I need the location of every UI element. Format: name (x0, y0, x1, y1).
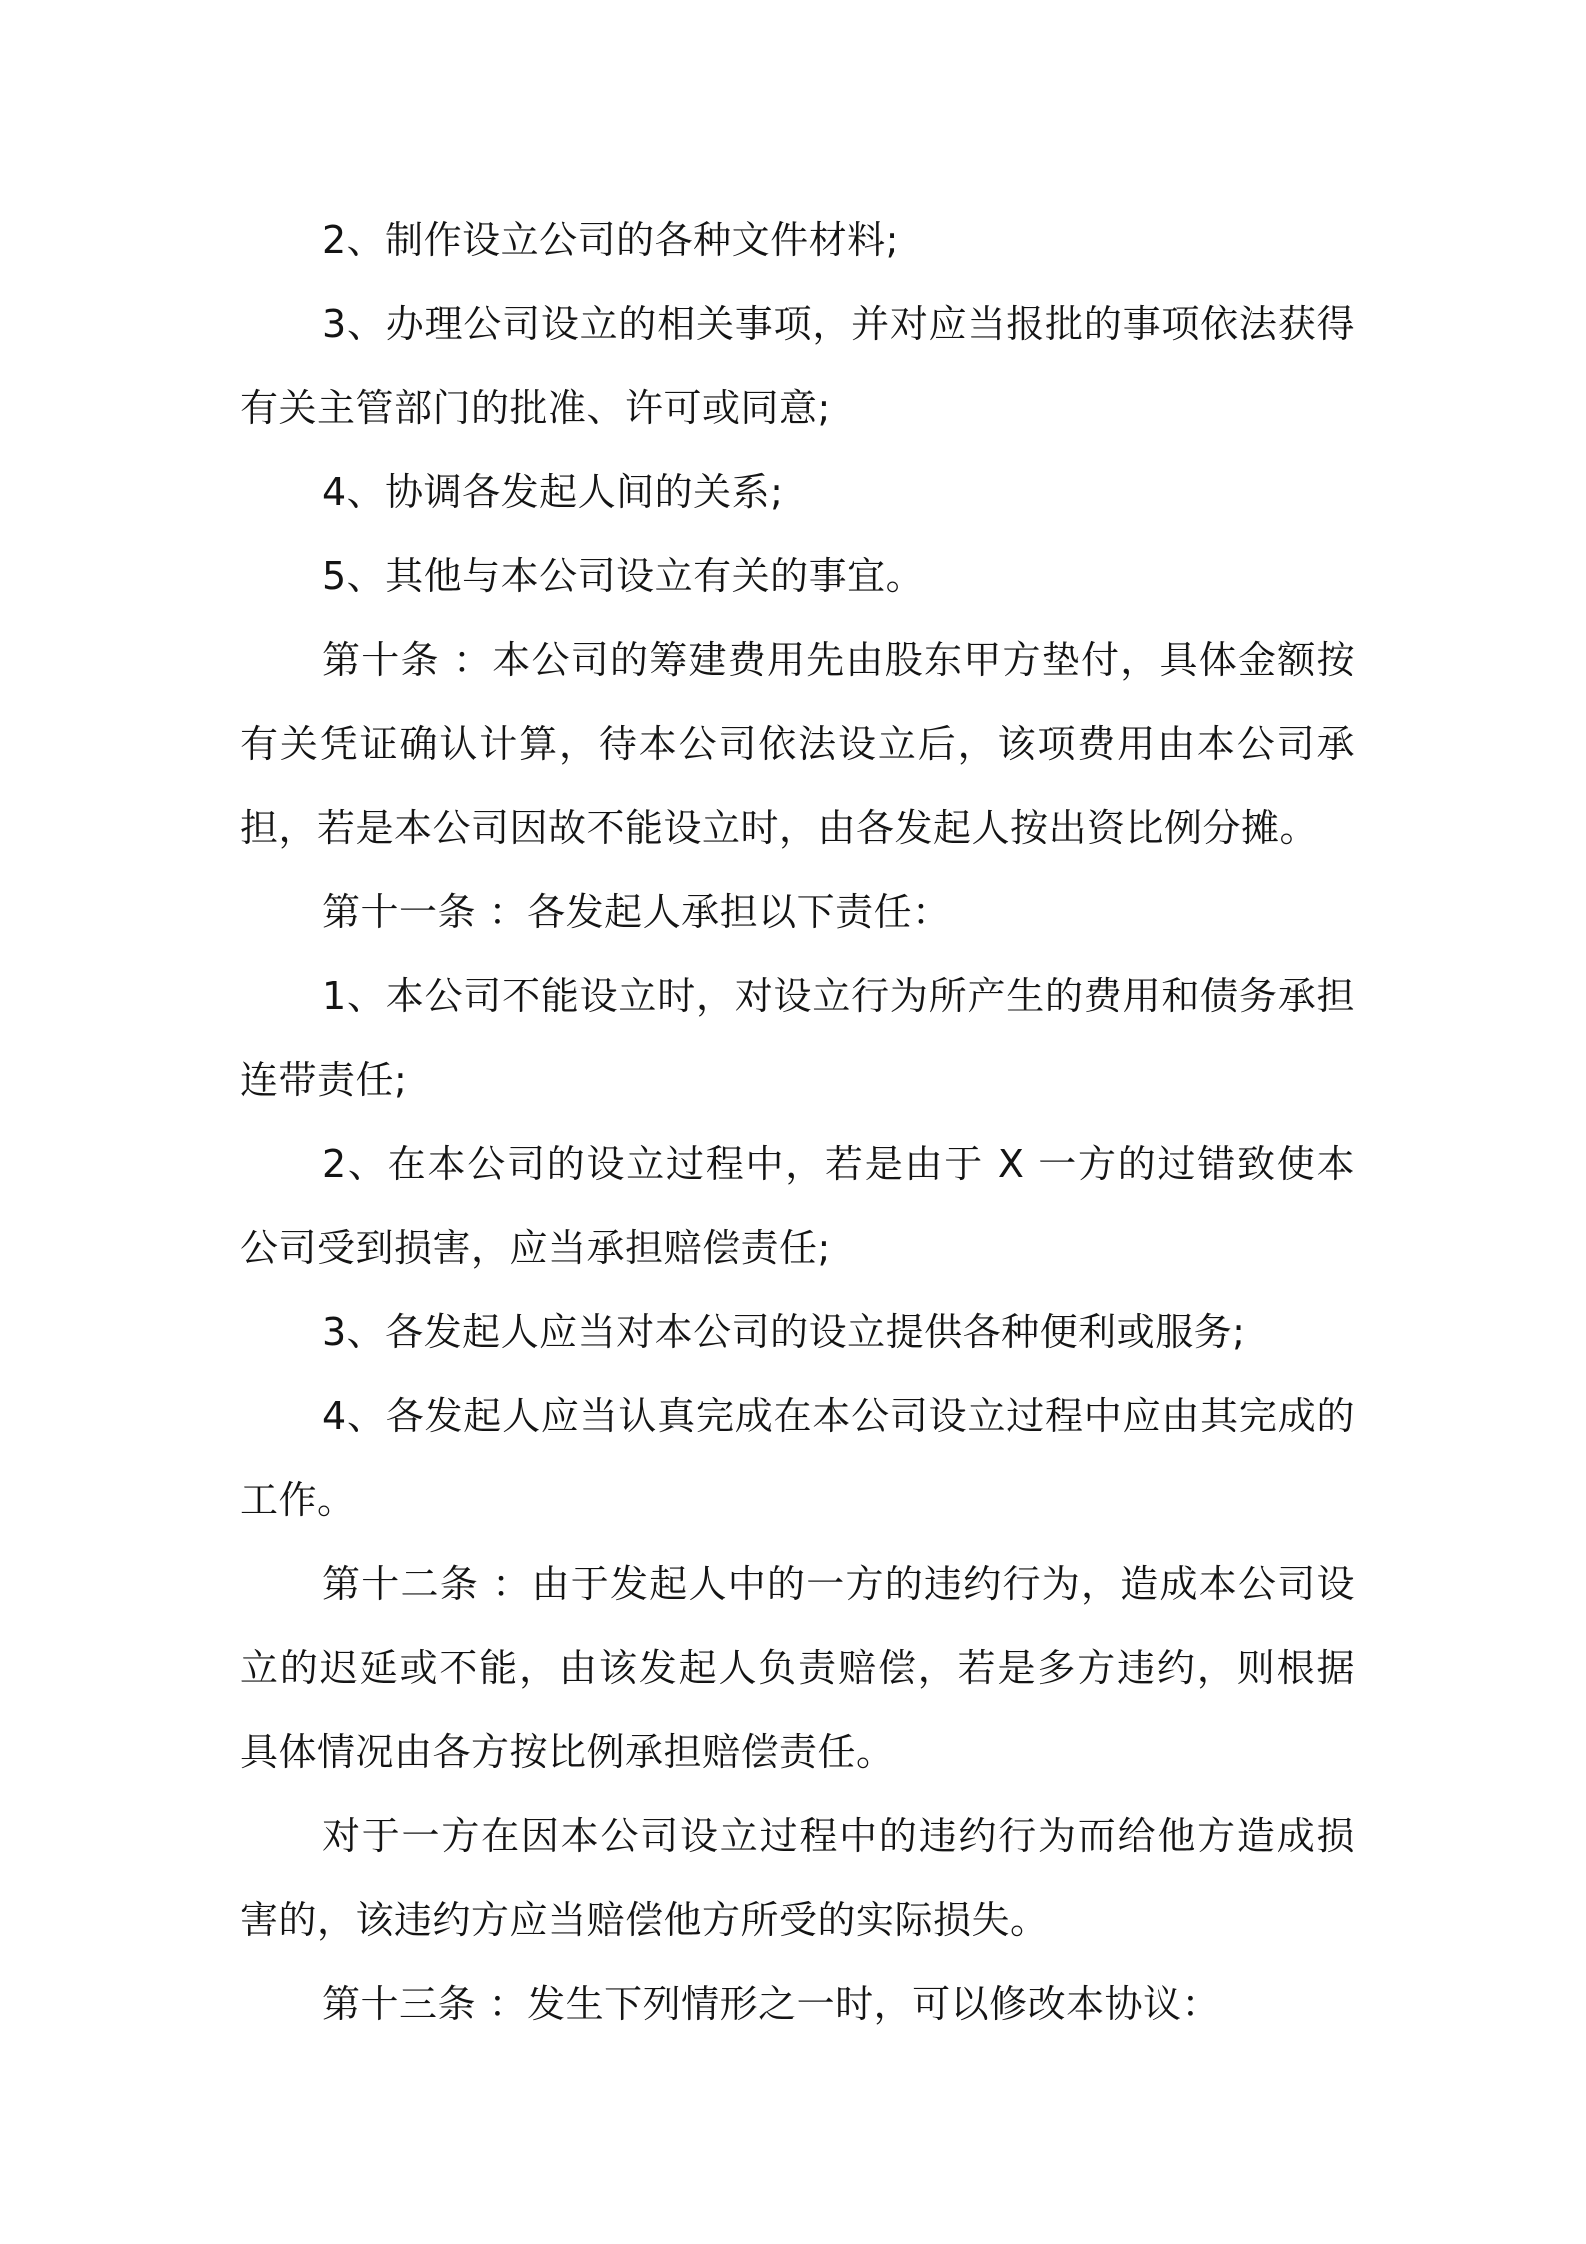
paragraph-article-12-cont: 对于一方在因本公司设立过程中的违约行为而给他方造成损害的，该违约方应当赔偿他方所受的实际损失。 (240, 1814, 1355, 1942)
paragraph-article-13: 第十三条 ：发生下列情形之一时，可以修改本协议： (322, 1982, 1221, 2026)
paragraph-item-4: 4、协调各发起人间的关系; (322, 470, 784, 514)
paragraph-item-2: 2、制作设立公司的各种文件材料; (322, 218, 899, 262)
paragraph-duty-4: 4、各发起人应当认真完成在本公司设立过程中应由其完成的工作。 (240, 1394, 1355, 1522)
paragraph-article-11: 第十一条 ：各发起人承担以下责任： (322, 890, 951, 934)
paragraph-duty-1: 1、本公司不能设立时，对设立行为所产生的费用和债务承担连带责任; (240, 974, 1355, 1102)
paragraph-item-5: 5、其他与本公司设立有关的事宜。 (322, 554, 925, 598)
paragraph-article-10: 第十条 ：本公司的筹建费用先由股东甲方垫付，具体金额按有关凭证确认计算，待本公司依法设立后，该项费用由本公司承担，若是本公司因故不能设立时，由各发起人按出资比例分摊。 (240, 638, 1355, 850)
document-body (240, 198, 1355, 2046)
paragraph-duty-2: 2、在本公司的设立过程中，若是由于 X 一方的过错致使本公司受到损害，应当承担赔偿责任; (240, 1142, 1355, 1270)
paragraph-item-3: 3、办理公司设立的相关事项，并对应当报批的事项依法获得有关主管部门的批准、许可或同意; (240, 302, 1355, 430)
paragraph-duty-3: 3、各发起人应当对本公司的设立提供各种便利或服务; (322, 1310, 1246, 1354)
paragraph-article-12: 第十二条 ：由于发起人中的一方的违约行为，造成本公司设立的迟延或不能，由该发起人负责赔偿，若是多方违约，则根据具体情况由各方按比例承担赔偿责任。 (240, 1562, 1355, 1774)
